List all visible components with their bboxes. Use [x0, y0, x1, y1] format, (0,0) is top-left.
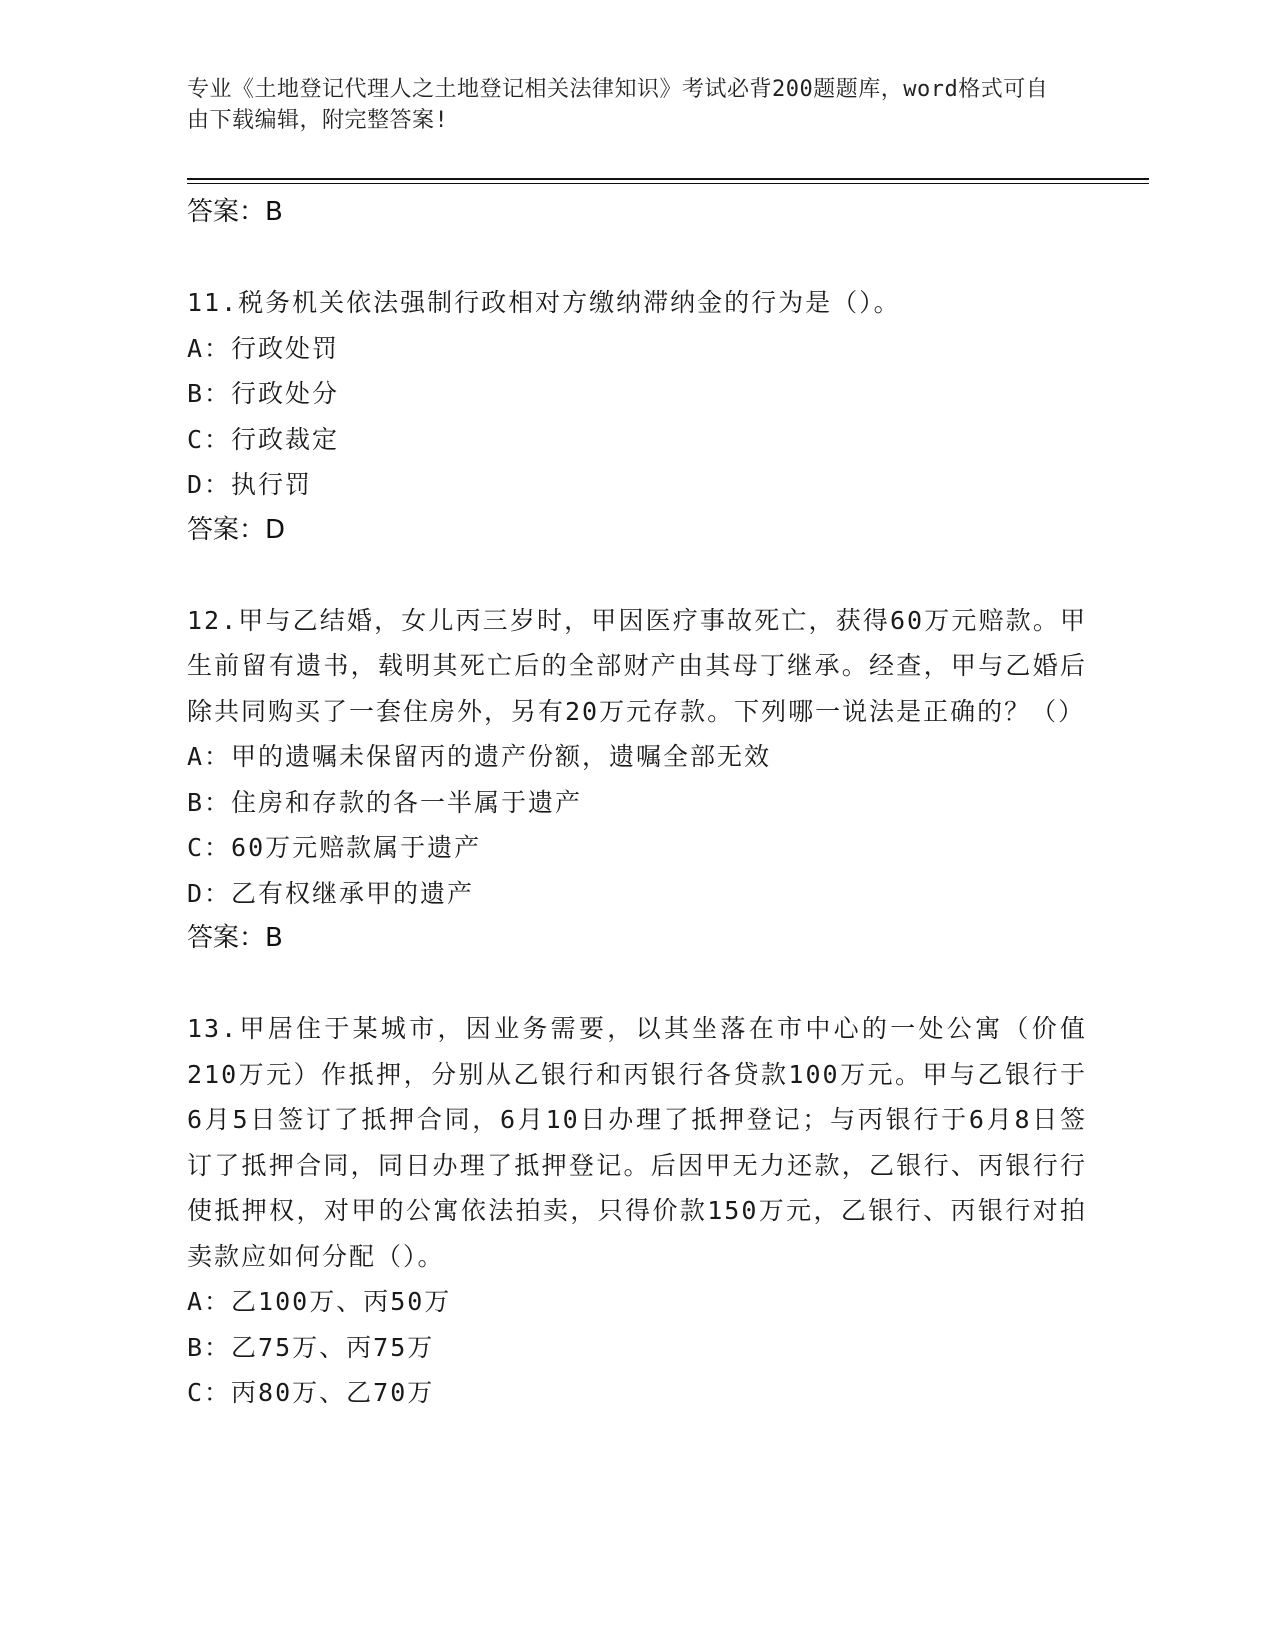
answer-line: 答案：B: [187, 197, 283, 227]
answer-line: 答案：B: [187, 923, 283, 953]
option-b: B：住房和存款的各一半属于遗产: [187, 787, 583, 817]
option-d: D：执行罚: [187, 470, 313, 499]
option-d: D：乙有权继承甲的遗产: [187, 878, 475, 908]
question-block: [187, 598, 1087, 961]
question-block: [187, 1006, 1087, 1416]
option-b: B：行政处分: [187, 379, 340, 408]
question-list: [187, 190, 1087, 1416]
option-b: B：乙75万、丙75万: [187, 1332, 435, 1362]
option-a: A：乙100万、丙50万: [187, 1287, 452, 1316]
option-c: C：丙80万、乙70万: [187, 1378, 435, 1407]
question-text: 12.甲与乙结婚，女儿丙三岁时，甲因医疗事故死亡，获得60万元赔款。甲生前留有遗书，载明其死亡后的全部财产由其母丁继承。经查，甲与乙婚后除共同购买了一套住房外，另有20万元存款。下列哪一说法是正确的？（）: [187, 605, 1087, 726]
answer-line: 答案：D: [187, 514, 286, 545]
question-block: [187, 280, 1087, 552]
question-text: 13.甲居住于某城市，因业务需要，以其坐落在市中心的一处公寓（价值210万元）作抵押，分别从乙银行和丙银行各贷款100万元。甲与乙银行于6月5日签订了抵押合同，6月10日办理了抵押登记；与丙银行于6月8日签订了抵押合同，同日办理了抵押登记。后因甲无力还款，乙银行、丙银行行使抵押权，对甲的公寓依法拍卖，只得价款150万元，乙银行、丙银行对拍卖款应如何分配（）。: [187, 1014, 1087, 1271]
header-divider: [187, 178, 1149, 180]
option-c: C：60万元赔款属于遗产: [187, 833, 482, 862]
question-text: 11.税务机关依法强制行政相对方缴纳滞纳金的行为是（）。: [187, 288, 901, 317]
option-a: A：行政处罚: [187, 333, 340, 363]
option-a: A：甲的遗嘱未保留丙的遗产份额，遗嘱全部无效: [187, 742, 772, 771]
header-divider-thin: [187, 183, 1149, 184]
document-header: 专业《土地登记代理人之土地登记相关法律知识》考试必背200题题库，word格式可自由下载编辑，附完整答案!: [187, 77, 1049, 133]
option-c: C：行政裁定: [187, 424, 340, 454]
